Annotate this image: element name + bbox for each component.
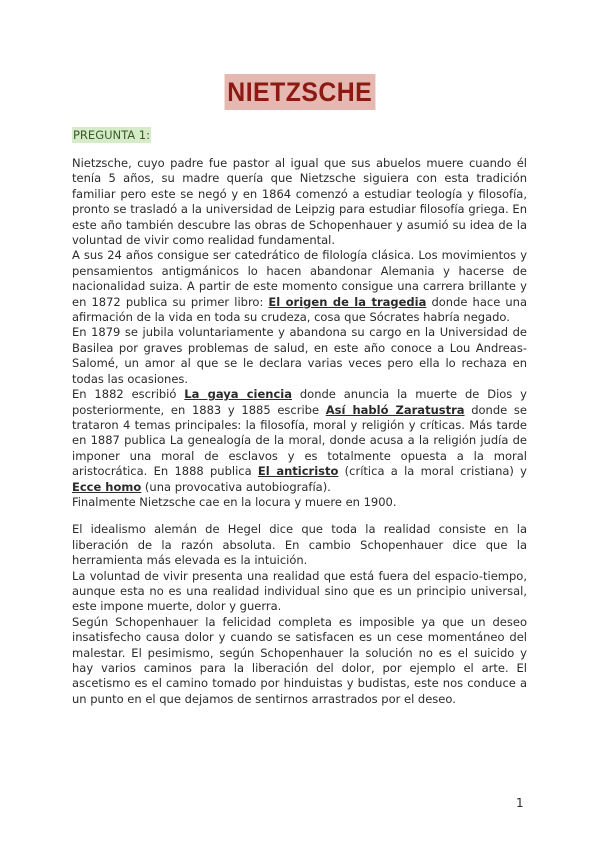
book-title-ecce-homo: Ecce homo <box>72 479 142 494</box>
text-span: donde anuncia la muerte de Dios y posteriormente, en 1883 y 1885 escribe <box>72 387 527 417</box>
text-span: (una provocativa autobiografía). <box>141 479 331 494</box>
page-title: NIETZSCHE <box>225 74 375 110</box>
book-title-gaya-ciencia: La gaya ciencia <box>184 387 292 402</box>
paragraph-biography-4 <box>72 387 527 495</box>
paragraph-idealism: El idealismo alemán de Hegel dice que toda la realidad consiste en la liberación de la razón absoluta. En cambio Schopenhauer dice que la herramienta más elevada es la intuición. <box>72 522 527 568</box>
text-span: donde se trataron 4 temas principales: la filosofía, moral y religión y críticas. Más tarde en 1887 publica La genealogía de la moral, donde acusa a la religión judía de imponer una moral de esclavos y es totalmente opuesta a la moral aristocrática. En 1888 publica <box>72 402 527 479</box>
text-span: (crítica a la moral cristiana) y <box>338 464 527 479</box>
paragraph-gap <box>72 510 527 522</box>
text-span: donde hace una afirmación de la vida en toda su crudeza, cosa que Sócrates habría negado. <box>72 294 527 325</box>
paragraph-happiness: Según Schopenhauer la felicidad completa es imposible ya que un deseo insatisfecho causa dolor y cuando se satisfacen es un cese momentáneo del malestar. El pesimismo, según Schopenhauer la solución no es el suicido y hay varios caminos para la liberación del dolor, por ejemplo el arte. El ascetismo es el camino tomado por hinduistas y budistas, este nos conduce a un punto en el que dejamos de sentirnos arrastrados por el deseo. <box>72 614 527 706</box>
question-label: PREGUNTA 1: <box>73 128 150 142</box>
book-title-zaratustra: Así habló Zaratustra <box>325 402 465 417</box>
paragraph-will-to-live: La voluntad de vivir presenta una realidad que está fuera del espacio-tiempo, aunque esta no es una realidad individual sino que es un principio universal, este impone muerte, dolor y guerra. <box>72 568 527 614</box>
text-span: En 1882 escribió <box>72 387 185 402</box>
paragraph-biography-1: Nietzsche, cuyo padre fue pastor al igual que sus abuelos muere cuando él tenía 5 años, su madre quería que Nietzsche siguiera con esta tradición familiar pero este se negó y en 1864 comenzó a estudiar teología y filosofía, pronto se trasladó a la universidad de Leipzig para estudiar filosofía griega. En este año también descubre las obras de Schopenhauer y asumió su idea de la voluntad de vivir como realidad fundamental. <box>72 156 527 248</box>
paragraph-biography-3: En 1879 se jubila voluntariamente y abandona su cargo en la Universidad de Basilea por graves problemas de salud, en este año conoce a Lou Andreas-Salomé, un amor al que se le declara varias veces pero ella lo rechaza en todas las ocasiones. <box>72 325 527 386</box>
text-span: A sus 24 años consigue ser catedrático de filología clásica. Los movimientos y pensamientos antigmánicos lo hacen abandonar Alemania y hacerse de nacionalidad suiza. A partir de este momento consigue una carrera brillante y en 1872 publica su primer libro: <box>72 248 527 309</box>
paragraph-biography-2 <box>72 248 527 325</box>
title-container <box>0 74 600 110</box>
page-number: 1 <box>516 796 524 810</box>
document-body <box>72 156 527 707</box>
paragraph-biography-5: Finalmente Nietzsche cae en la locura y muere en 1900. <box>72 494 397 509</box>
book-title-anticristo: El anticristo <box>257 464 339 479</box>
book-title-origen-tragedia: El origen de la tragedia <box>268 294 427 309</box>
